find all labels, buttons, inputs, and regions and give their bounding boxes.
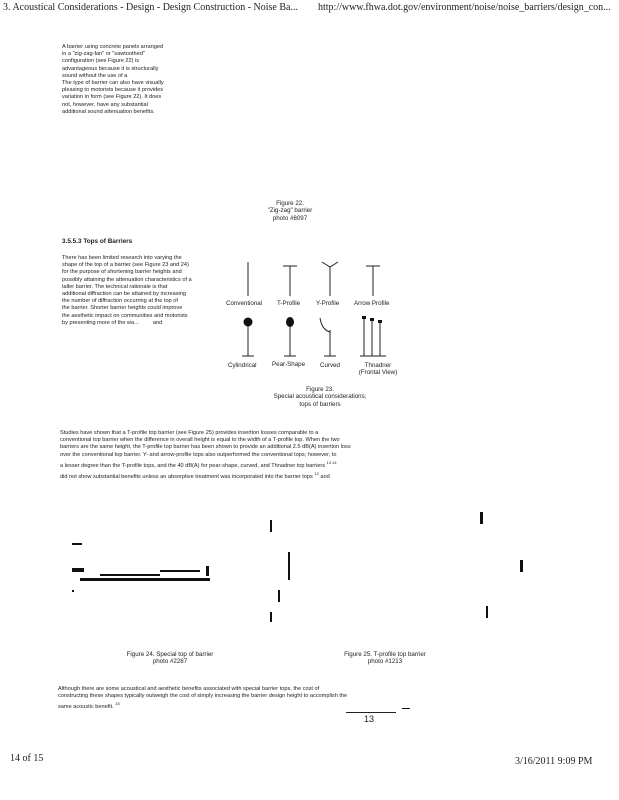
page-marker: 13 (364, 714, 375, 724)
y-profile-shape (322, 262, 338, 296)
text-line: advantageous because it is structurally (62, 65, 159, 72)
caption-line: Figure 25. T-profile top barrier (344, 651, 426, 658)
citation-superscript: 15 (115, 701, 120, 707)
page-marker-rule (346, 712, 396, 713)
text-line: Although there are some acoustical and aesthetic benefits associated with special barrier tops, the cost of (58, 686, 320, 692)
text-line: conventional top barrier when the difference in overall height is equal to the width of a T-profile top. When the two (60, 437, 340, 444)
caption-line: photo #1213 (367, 658, 403, 666)
text-line (60, 470, 410, 481)
page-counter: 14 of 15 (10, 753, 44, 764)
text-fragment: a lesser degree than the T-profile tops, and the 40 dB(A) for pear-shape, curved, and Thnadner top barriers (60, 462, 326, 469)
pear-shape (284, 325, 296, 356)
t-profile-shape (283, 266, 297, 296)
text-line (58, 700, 438, 711)
citation-superscript: 13 14 (326, 459, 337, 465)
text-line: over the conventional top barrier. Y- and arrow-profile tops also outperformed the conventional tops; however, to (60, 451, 337, 458)
caption-line: photo #8097 (272, 214, 308, 222)
studies-paragraph (60, 430, 410, 481)
text-line: variation in form (see Figure 22). It does (62, 94, 162, 101)
label-cylindrical: Cylindrical (228, 362, 257, 369)
text-line: There has been limited research into varying the (62, 255, 182, 261)
page-title: 3. Acoustical Considerations - Design - Design Construction - Noise Ba... (3, 2, 298, 13)
text-line: in a "zig-zag-fan" or "sawtoothed" (62, 51, 145, 58)
text-line: The type of barrier can also have visually (62, 80, 164, 87)
caption-line: Special acoustical considerations; (273, 393, 367, 401)
text-line (60, 459, 410, 470)
figure-23-caption (250, 386, 390, 408)
text-line: additional sound attenuation benefits. (62, 108, 155, 115)
text-line: shape of the top of a barrier (see Figure 23 and 24) (62, 262, 189, 269)
label-y-profile: Y-Profile (316, 300, 340, 307)
cylinder-top (244, 318, 253, 327)
label-thnadner: Thnadner (Frontal View) (358, 362, 398, 376)
text-line: for the purpose of shortening barrier heights and (62, 269, 182, 276)
text-line: sound without the use of a (62, 72, 128, 79)
caption-line: photo #2287 (152, 658, 188, 666)
label-arrow-profile: Arrow Profile (354, 300, 390, 307)
text-line: not, however, have any substantial (62, 101, 148, 108)
thnadner-shape (360, 318, 386, 356)
print-timestamp: 3/16/2011 9:09 PM (515, 756, 593, 767)
caption-line: Figure 22. (276, 200, 304, 207)
text-line: the barrier. Shorter barrier heights could improve (62, 305, 183, 312)
label-pear-shape: Pear-Shape (272, 361, 306, 368)
figure-25-caption (320, 651, 450, 666)
text-line: A barrier using concrete panels arranged (62, 44, 164, 50)
text-fragment: did not show substantial benefits unless an absorptive treatment was incorporated into the barrier tops (60, 473, 313, 480)
figure-24-caption (105, 651, 235, 666)
text-line: the number of diffraction occurring at the top of (62, 298, 178, 305)
figure-22-caption (240, 200, 340, 222)
label-curved: Curved (320, 362, 340, 369)
text-line: Studies have shown that a T-profile top barrier (see Figure 25) provides insertion losses comparable to a (60, 430, 319, 436)
text-line: constructing these shapes typically outweigh the cost of simply increasing the barrier design height to accomplish the (58, 693, 348, 700)
text-line: possibly attaining the attenuation characteristics of a (62, 276, 192, 283)
text-line: pleasing to motorists because it provides (62, 87, 164, 94)
caption-line: tops of barriers (299, 400, 341, 408)
caption-line: Figure 24. Special top of barrier (126, 651, 214, 658)
arrow-profile-shape (366, 266, 380, 296)
label-t-profile: T-Profile (277, 300, 301, 307)
text-line: configuration (see Figure 22) is (62, 58, 140, 65)
cylindrical-shape (242, 325, 254, 356)
text-fragment: same acoustic benefit. (58, 704, 114, 711)
caption-line: Figure 23. (306, 386, 334, 393)
tops-paragraph (62, 255, 222, 327)
text-line: taller barrier. The technical rationale is that (62, 283, 168, 290)
closing-paragraph (58, 686, 438, 711)
curved-shape (320, 318, 336, 356)
text-line (62, 320, 222, 327)
citation-superscript: 12 (314, 470, 319, 476)
label-conventional: Conventional (226, 300, 263, 307)
page-url[interactable]: http://www.fhwa.dot.gov/environment/noise/noise_barriers/design_con... (318, 2, 611, 13)
text-line: the aesthetic impact on communities and motorists (62, 312, 188, 319)
text-fragment: by presenting more of the wa... (62, 319, 139, 326)
text-line: additional diffraction can be attained by increasing (62, 291, 186, 298)
pear-top (286, 317, 294, 327)
intro-paragraph (62, 44, 197, 116)
text-fragment: and (152, 319, 163, 326)
section-heading: 3.5.5.3 Tops of Barriers (62, 238, 133, 245)
text-line: barriers are the same height, the T-profile top barrier has been shown to provide an additional 2.5 dB(A) insertion loss (60, 444, 351, 451)
caption-line: "Zig-zag" barrier (267, 207, 313, 215)
text-fragment: and (320, 473, 330, 480)
